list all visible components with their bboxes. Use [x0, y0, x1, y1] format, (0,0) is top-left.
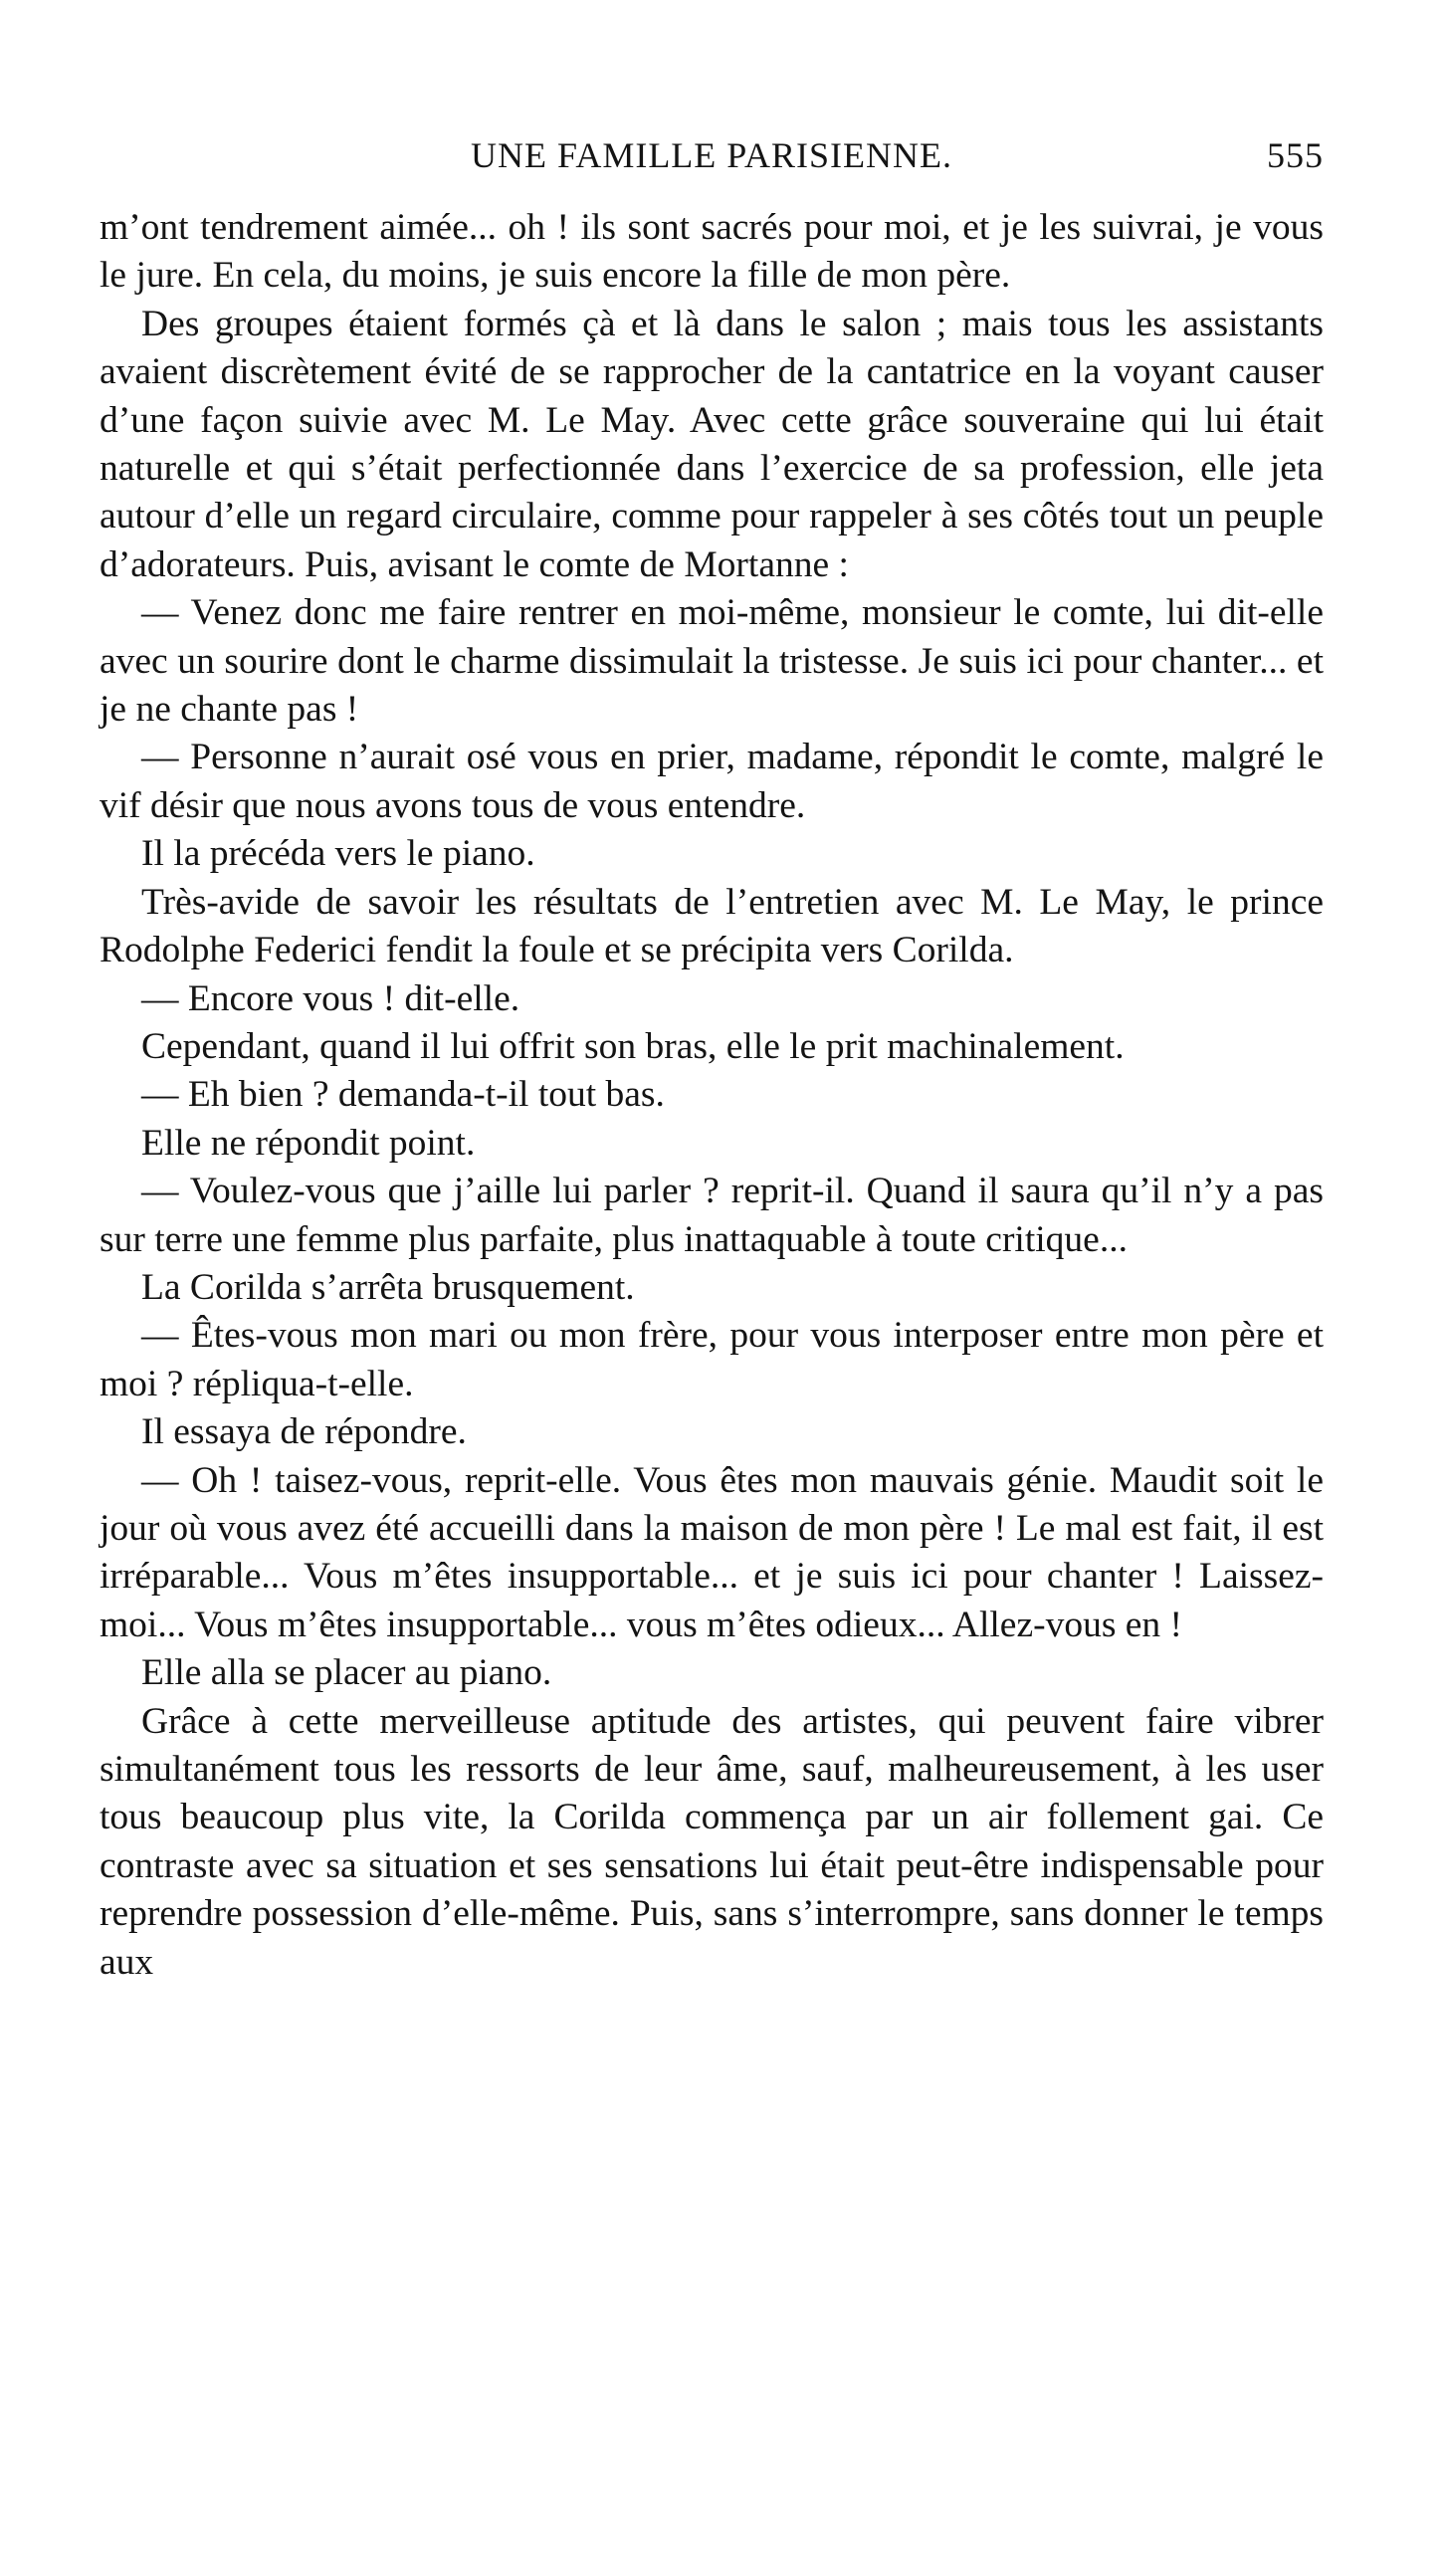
paragraph: — Eh bien ? demanda-t-il tout bas.: [141, 1074, 665, 1116]
paragraph: Cependant, quand il lui offrit son bras, elle le prit machinalement.: [141, 1025, 1125, 1067]
paragraph: Elle alla se placer au piano.: [141, 1652, 552, 1694]
page-number: 555: [1267, 135, 1324, 175]
paragraph: Il la précéda vers le piano.: [141, 833, 535, 875]
paragraph: m’ont tendrement aimée... oh ! ils sont sacrés pour moi, et je les suivrai, je vous le jure. En cela, du moins, je suis encore la fille de mon père.: [100, 207, 1324, 297]
paragraph: — Oh ! taisez-vous, reprit-elle. Vous êtes mon mauvais génie. Maudit soit le jour où vous avez été accueilli dans la maison de mon père ! Le mal est fait, il est irréparable... Vous m’êtes insupportable... et je suis ici pour chanter ! Laissez-moi... Vous m’êtes insupportable... vous m’êtes odieux... Allez-vous en !: [100, 1459, 1324, 1645]
paragraph: — Encore vous ! dit-elle.: [141, 977, 520, 1019]
paragraph: Des groupes étaient formés çà et là dans le salon ; mais tous les assistants avaient discrètement évité de se rapprocher de la cantatrice en la voyant causer d’une façon suivie avec M. Le May. Avec cette grâce souveraine qui lui était naturelle et qui s’était perfectionnée dans l’exercice de sa profession, elle jeta autour d’elle un regard circulaire, comme pour rappeler à ses côtés tout un peuple d’adorateurs. Puis, avisant le comte de Mortanne :: [100, 303, 1324, 585]
paragraph: — Venez donc me faire rentrer en moi-même, monsieur le comte, lui dit-elle avec un sourire dont le charme dissimulait la tristesse. Je suis ici pour chanter... et je ne chante pas !: [100, 592, 1324, 731]
running-header: [100, 134, 1324, 194]
body-text: [100, 204, 1324, 1987]
paragraph: Elle ne répondit point.: [141, 1122, 476, 1164]
paragraph: Il essaya de répondre.: [141, 1411, 467, 1453]
paragraph: — Personne n’aurait osé vous en prier, madame, répondit le comte, malgré le vif désir que nous avons tous de vous entendre.: [100, 737, 1324, 826]
paragraph: La Corilda s’arrêta brusquement.: [141, 1266, 635, 1308]
paragraph: — Êtes-vous mon mari ou mon frère, pour vous interposer entre mon père et moi ? répliqua-t-elle.: [100, 1315, 1324, 1404]
running-title: UNE FAMILLE PARISIENNE.: [470, 135, 952, 175]
book-page: [100, 134, 1324, 1987]
paragraph: Grâce à cette merveilleuse aptitude des artistes, qui peuvent faire vibrer simultanément tous les ressorts de leur âme, sauf, malheureusement, à les user tous beaucoup plus vite, la Corilda commença par un air follement gai. Ce contraste avec sa situation et ses sensations lui était peut-être indispensable pour reprendre possession d’elle-même. Puis, sans s’interrompre, sans donner le temps aux: [100, 1700, 1324, 1983]
paragraph: Très-avide de savoir les résultats de l’entretien avec M. Le May, le prince Rodolphe Federici fendit la foule et se précipita vers Corilda.: [100, 881, 1324, 971]
paragraph: — Voulez-vous que j’aille lui parler ? reprit-il. Quand il saura qu’il n’y a pas sur terre une femme plus parfaite, plus inattaquable à toute critique...: [100, 1171, 1324, 1260]
